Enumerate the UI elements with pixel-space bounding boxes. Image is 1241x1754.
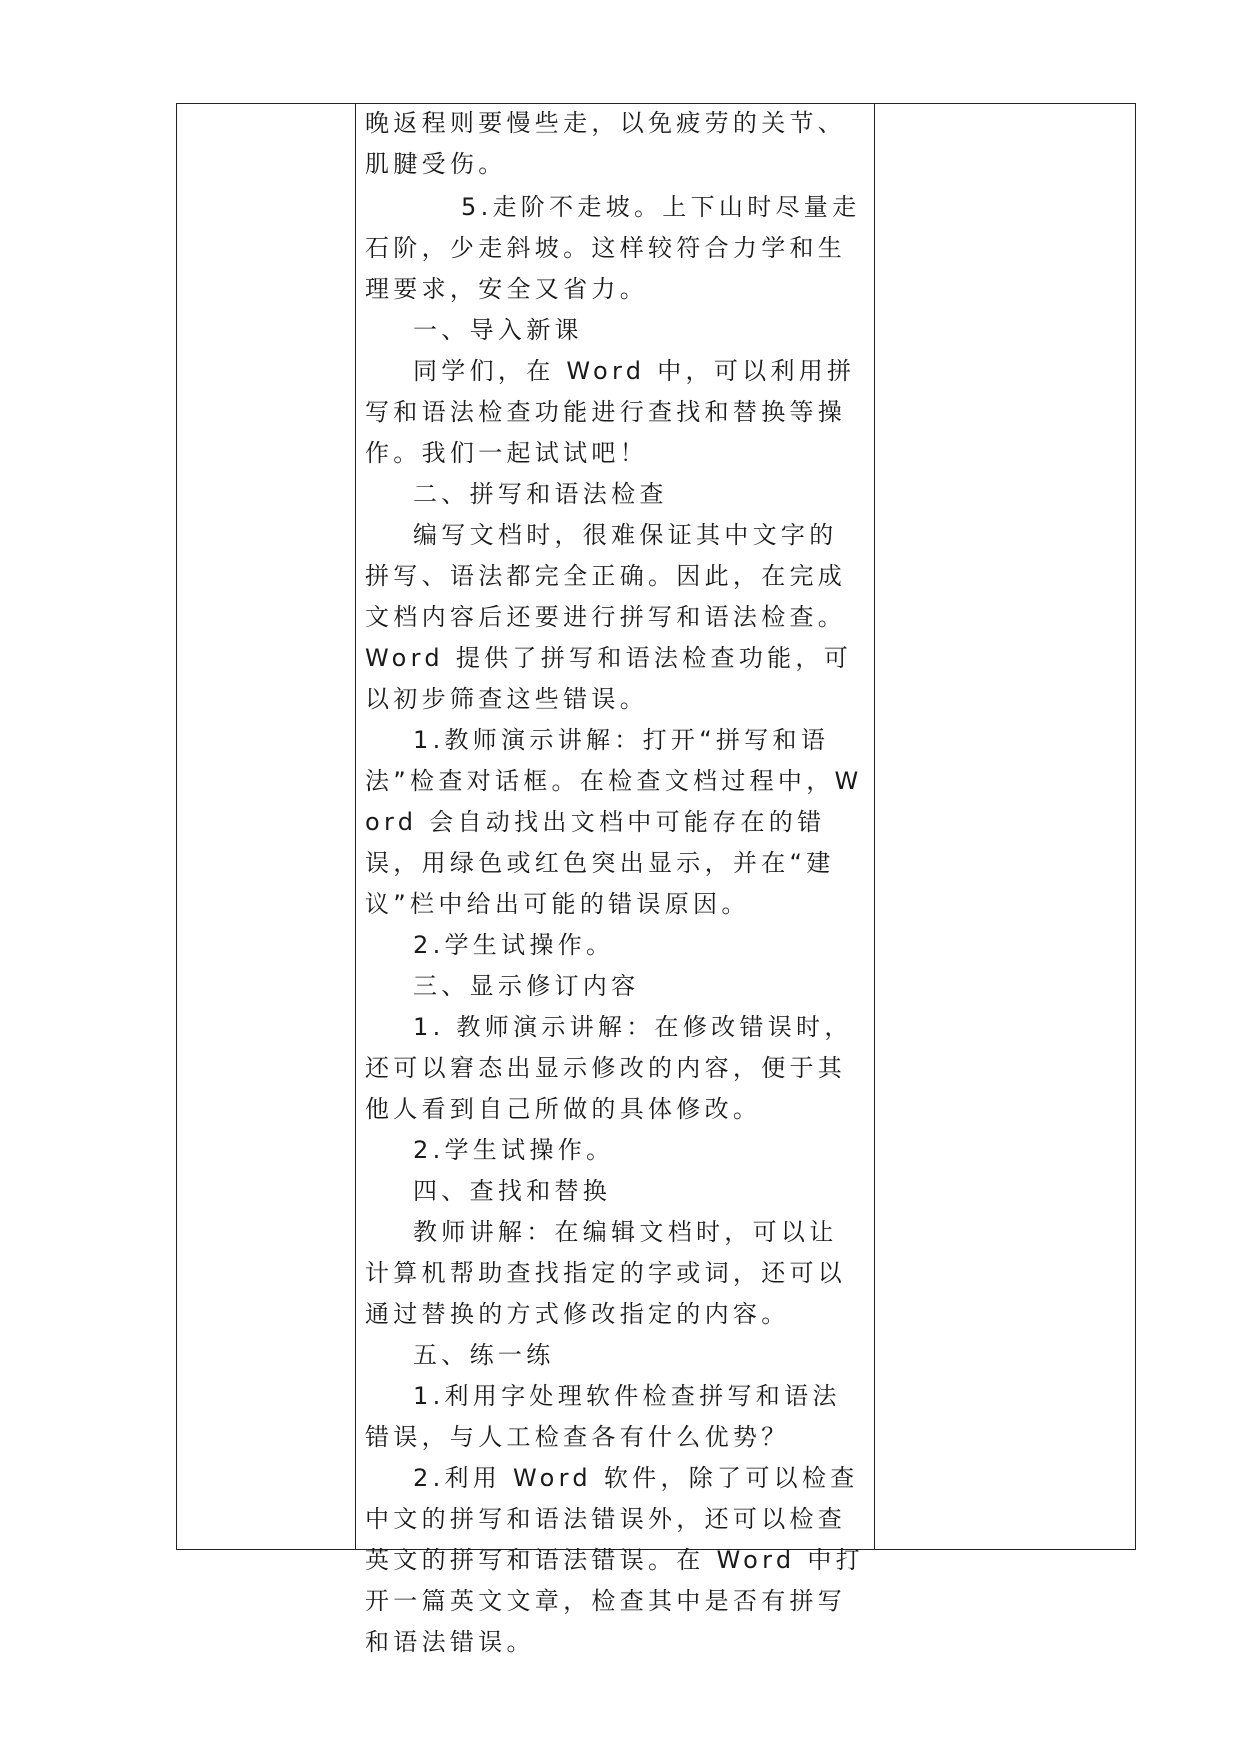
paragraph-9: 教师讲解：在编辑文档时，可以让计算机帮助查找指定的字或词，还可以通过替换的方式修改指定的内容。 — [365, 1218, 847, 1328]
section-heading-3: 三、显示修订内容 — [413, 972, 640, 1000]
section-heading-2: 二、拼写和语法检查 — [413, 480, 668, 508]
paragraph-8: 2.学生试操作。 — [413, 1136, 615, 1164]
section-heading-4: 四、查找和替换 — [413, 1177, 612, 1205]
section-heading-1: 一、导入新课 — [413, 316, 583, 344]
paragraph-7: 1. 教师演示讲解：在修改错误时，还可以窘态出显示修改的内容，便于其他人看到自己所做的具体修改。 — [365, 1013, 853, 1123]
paragraph-6: 2.学生试操作。 — [413, 931, 615, 959]
paragraph-10: 1.利用字处理软件检查拼写和语法错误，与人工检查各有什么优势？ — [365, 1382, 841, 1451]
column-divider-left — [355, 104, 356, 1549]
column-divider-right — [874, 104, 875, 1549]
paragraph-11: 2.利用 Word 软件，除了可以检查中文的拼写和语法错误外，还可以检查英文的拼写和语法错误。在 Word 中打开一篇英文文章，检查其中是否有拼写和语法错误。 — [365, 1464, 864, 1656]
paragraph-5: 1.教师演示讲解：打开“拼写和语法”检查对话框。在检查文档过程中，Word 会自动找出文档中可能存在的错误，用绿色或红色突出显示，并在“建议”栏中给出可能的错误原因。 — [365, 726, 863, 918]
paragraph-1: 晚返程则要慢些走，以免疲劳的关节、肌腱受伤。 — [365, 109, 847, 178]
paragraph-3: 同学们，在 Word 中，可以利用拼写和语法检查功能进行查找和替换等操作。我们一起试试吧！ — [365, 357, 856, 467]
lesson-content-column — [365, 103, 865, 1663]
section-heading-5: 五、练一练 — [413, 1341, 555, 1369]
paragraph-2: 5.走阶不走坡。上下山时尽量走石阶，少走斜坡。这样较符合力学和生理要求，安全又省力。 — [365, 193, 861, 303]
paragraph-4: 编写文档时，很难保证其中文字的拼写、语法都完全正确。因此，在完成文档内容后还要进行拼写和语法检查。Word 提供了拼写和语法检查功能，可以初步筛查这些错误。 — [365, 521, 853, 713]
